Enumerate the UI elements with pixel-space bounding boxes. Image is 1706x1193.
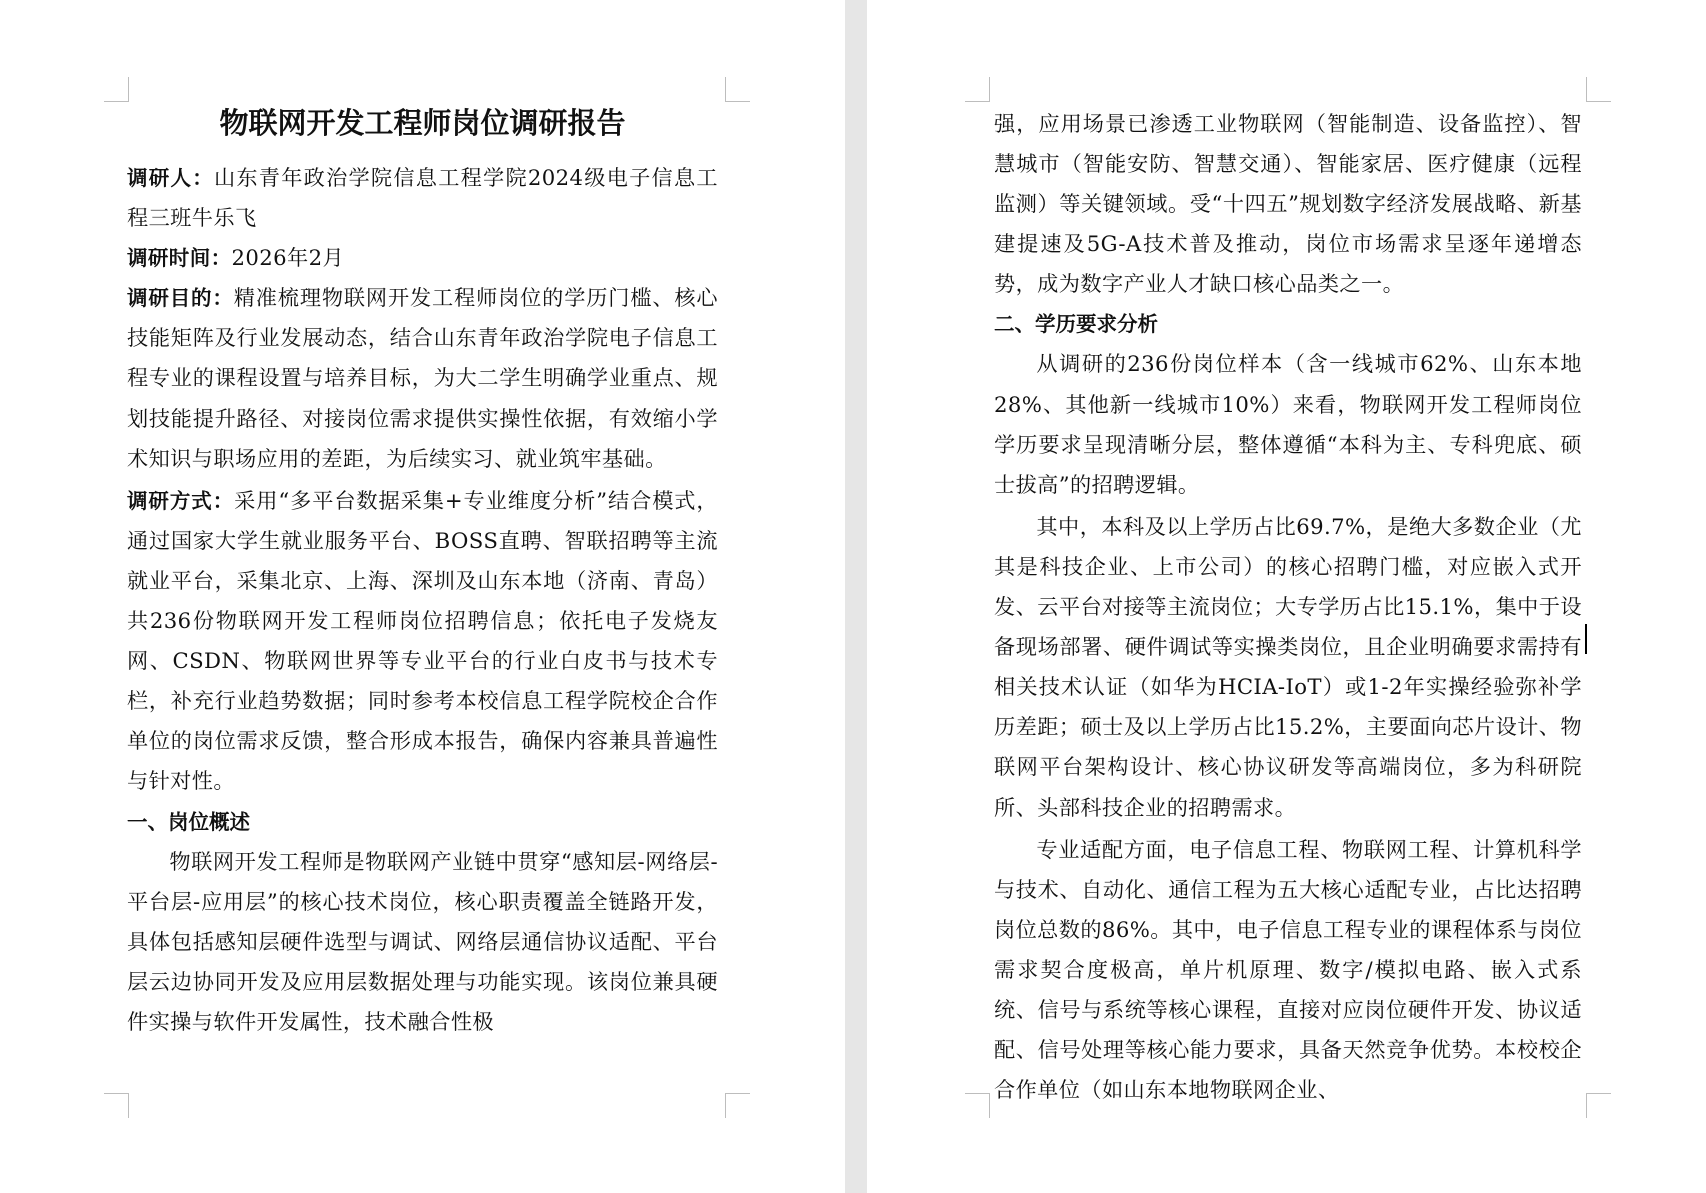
method-label: 调研方式：: [127, 488, 235, 513]
time-line: [127, 238, 718, 278]
researcher-label: 调研人：: [127, 166, 214, 190]
time-value: 2026年2月: [231, 245, 345, 271]
education-paragraph-3: 专业适配方面，电子信息工程、物联网工程、计算机科学与技术、自动化、通信工程为五大核心适配专业，占比达招聘岗位总数的86%。其中，电子信息工程专业的课程体系与岗位需求契合度极高，单片机原理、数字/模拟电路、嵌入式系统、信号与系统等核心课程，直接对应岗位硬件开发、协议适配、信号处理等核心能力要求，具备天然竞争优势。本校校企合作单位（如山东本地物联网企业、: [994, 836, 1582, 1103]
page-corner-mark: [104, 77, 129, 102]
page-body-left[interactable]: [127, 101, 718, 1042]
page-corner-mark: [1586, 77, 1611, 102]
method-paragraph: [127, 481, 718, 802]
document-page-left: [0, 0, 845, 1193]
report-title: 物联网开发工程师岗位调研报告: [219, 106, 626, 140]
section-heading-overview: 一、岗位概述: [127, 809, 250, 834]
page-body-right[interactable]: [994, 104, 1582, 1110]
page-corner-mark: [1586, 1093, 1611, 1118]
section-heading-education: 二、学历要求分析: [994, 312, 1158, 337]
overview-paragraph-continued: 强，应用场景已渗透工业物联网（智能制造、设备监控）、智慧城市（智能安防、智慧交通）、智能家居、医疗健康（远程监测）等关键领域。受“十四五”规划数字经济发展战略、新基建提速及5G-A技术普及推动，岗位市场需求呈逐年递增态势，成为数字产业人才缺口核心品类之一。: [994, 111, 1582, 297]
education-paragraph-1: 从调研的236份岗位样本（含一线城市62%、山东本地28%、其他新一线城市10%）来看，物联网开发工程师岗位学历要求呈现清晰分层，整体遵循“本科为主、专科兜底、硕士拔高”的招聘逻辑。: [994, 351, 1582, 497]
purpose-label: 调研目的：: [127, 286, 234, 311]
researcher-line: [127, 158, 718, 238]
page-corner-mark: [725, 77, 750, 102]
education-paragraph-2: 其中，本科及以上学历占比69.7%，是绝大多数企业（尤其是科技企业、上市公司）的核心招聘门槛，对应嵌入式开发、云平台对接等主流岗位；大专学历占比15.1%，集中于设备现场部署、硬件调试等实操类岗位，且企业明确要求需持有相关技术认证（如华为HCIA-IoT）或1-2年实操经验弥补学历差距；硕士及以上学历占比15.2%，主要面向芯片设计、物联网平台架构设计、核心协议研发等高端岗位，多为科研院所、头部科技企业的招聘需求。: [994, 513, 1582, 820]
researcher-value: 山东青年政治学院信息工程学院2024级电子信息工程三班牛乐飞: [127, 165, 718, 231]
method-value: 采用“多平台数据采集+专业维度分析”结合模式，通过国家大学生就业服务平台、BOSS直聘、智联招聘等主流就业平台，采集北京、上海、深圳及山东本地（济南、青岛）共236份物联网开发工程师岗位招聘信息；依托电子发烧友网、CSDN、物联网世界等专业平台的行业白皮书与技术专栏，补充行业趋势数据；同时参考本校信息工程学院校企合作单位的岗位需求反馈，整合形成本报告，确保内容兼具普遍性与针对性。: [127, 487, 719, 794]
overview-paragraph: 物联网开发工程师是物联网产业链中贯穿“感知层-网络层-平台层-应用层”的核心技术岗位，核心职责覆盖全链路开发，具体包括感知层硬件选型与调试、网络层通信协议适配、平台层云边协同开发及应用层数据处理与功能实现。该岗位兼具硬件实操与软件开发属性，技术融合性极: [127, 848, 718, 1034]
purpose-paragraph: [127, 278, 718, 478]
page-corner-mark: [725, 1093, 750, 1118]
page-corner-mark: [965, 77, 990, 102]
page-corner-mark: [104, 1093, 129, 1118]
purpose-value: 精准梳理物联网开发工程师岗位的学历门槛、核心技能矩阵及行业发展动态，结合山东青年政治学院电子信息工程专业的课程设置与培养目标，为大二学生明确学业重点、规划技能提升路径、对接岗位需求提供实操性依据，有效缩小学术知识与职场应用的差距，为后续实习、就业筑牢基础。: [127, 285, 718, 471]
page-corner-mark: [965, 1093, 990, 1118]
time-label: 调研时间：: [127, 246, 232, 271]
text-cursor: [1585, 624, 1587, 654]
